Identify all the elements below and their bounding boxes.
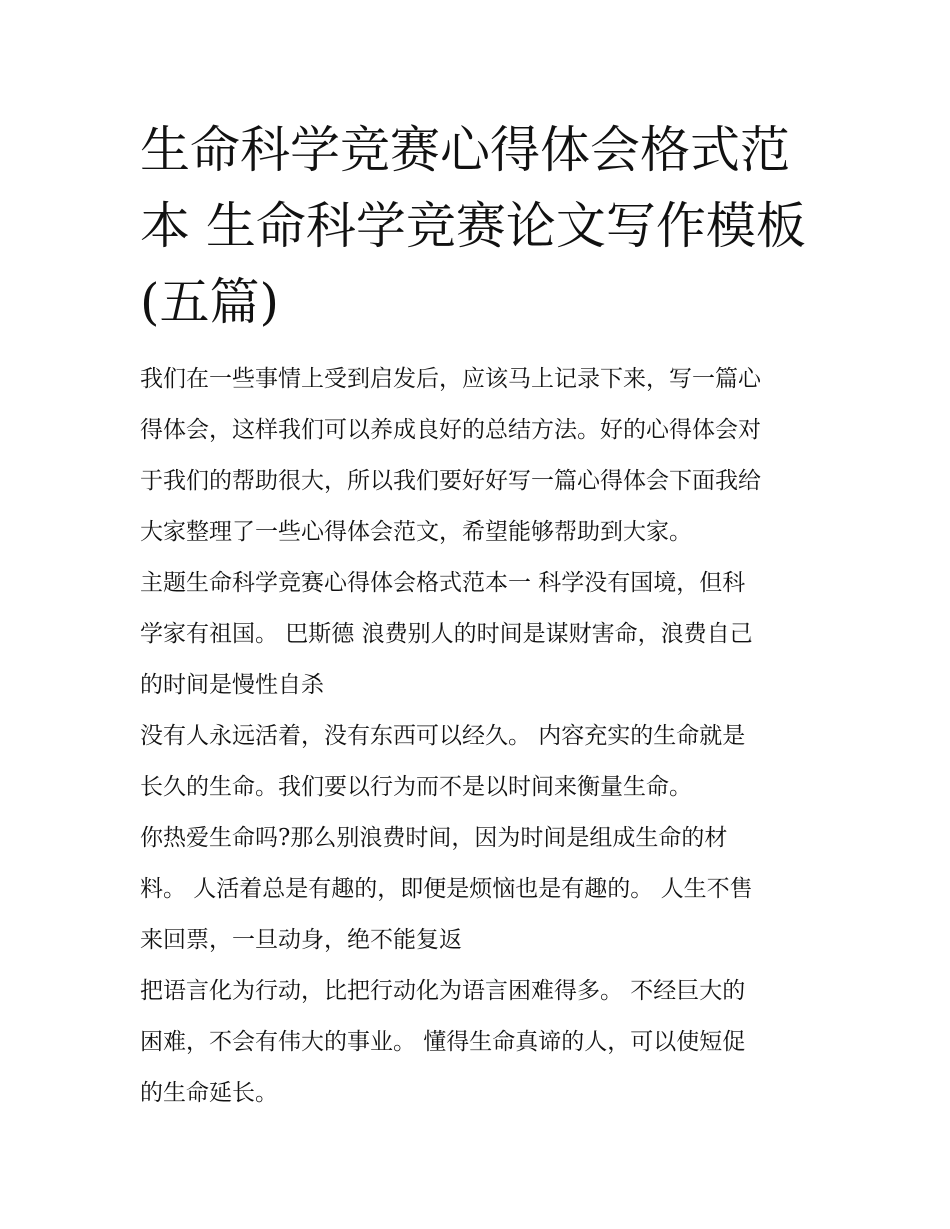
text-line: 没有人永远活着，没有东西可以经久。 内容充实的生命就是 xyxy=(140,723,746,749)
text-line: 大家整理了一些心得体会范文，希望能够帮助到大家。 xyxy=(140,519,692,545)
text-line: 来回票，一旦动身，绝不能复返 xyxy=(140,927,462,953)
title-line: 生命科学竞赛心得体会格式范 xyxy=(140,121,790,179)
text-line: 主题生命科学竞赛心得体会格式范本一 科学没有国境，但科 xyxy=(140,570,746,596)
text-line: 长久的生命。我们要以行为而不是以时间来衡量生命。 xyxy=(140,774,692,800)
text-line: 学家有祖国。 巴斯德 浪费别人的时间是谋财害命，浪费自己 xyxy=(140,621,753,647)
text-line: 的生命延长。 xyxy=(140,1080,278,1106)
paragraph-intro xyxy=(140,354,820,558)
text-line: 困难，不会有伟大的事业。 懂得生命真谛的人，可以使短促 xyxy=(140,1029,746,1055)
title-line: (五篇) xyxy=(140,273,280,331)
text-line: 你热爱生命吗?那么别浪费时间，因为时间是组成生命的材 xyxy=(140,825,728,851)
document-title xyxy=(140,112,820,340)
title-line: 本 生命科学竞赛论文写作模板 xyxy=(140,197,806,255)
document-body xyxy=(140,354,820,1119)
paragraph-quote xyxy=(140,711,820,813)
paragraph-topic xyxy=(140,558,820,711)
text-line: 把语言化为行动，比把行动化为语言困难得多。 不经巨大的 xyxy=(140,978,746,1004)
text-line: 我们在一些事情上受到启发后，应该马上记录下来，写一篇心 xyxy=(140,366,761,392)
text-line: 得体会，这样我们可以养成良好的总结方法。好的心得体会对 xyxy=(140,417,761,443)
text-line: 于我们的帮助很大，所以我们要好好写一篇心得体会下面我给 xyxy=(140,468,761,494)
text-line: 的时间是慢性自杀 xyxy=(140,672,324,698)
paragraph-quote xyxy=(140,966,820,1119)
text-line: 料。 人活着总是有趣的，即便是烦恼也是有趣的。 人生不售 xyxy=(140,876,753,902)
paragraph-quote xyxy=(140,813,820,966)
